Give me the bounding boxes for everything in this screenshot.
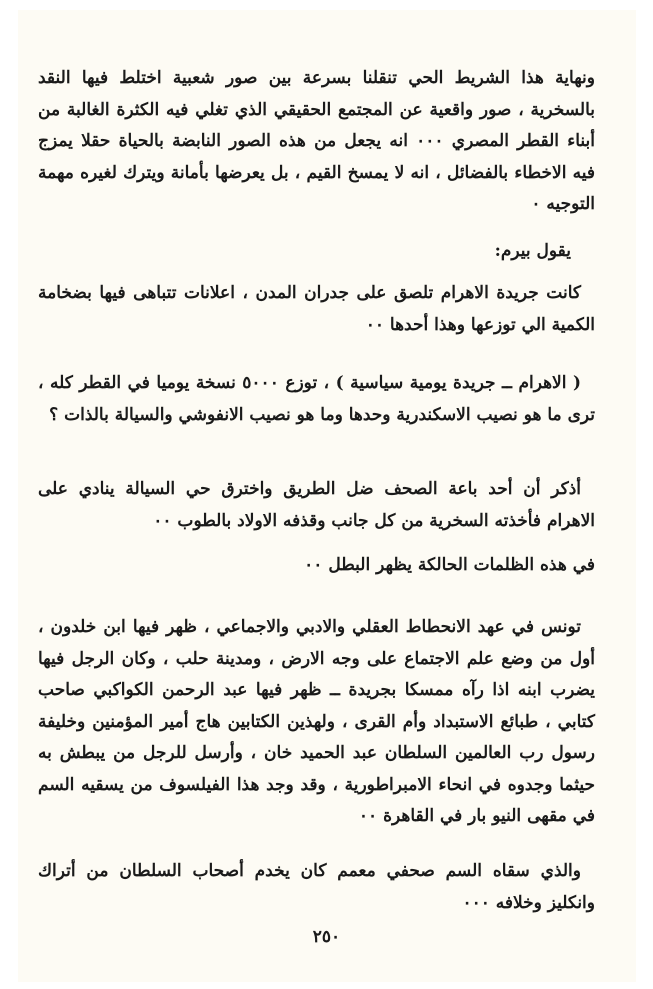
paragraph-ahram-ads-text: كانت جريدة الاهرام تلصق على جدران المدن ، اعلانات تتباهى فيها بضخامة الكمية الي توزعها وهذا أحدها ٠٠ bbox=[38, 283, 595, 335]
paragraph-ahram-quote bbox=[38, 368, 595, 431]
paragraph-poison bbox=[38, 856, 595, 919]
page-number: ٢٥٠ bbox=[312, 927, 341, 947]
hero-appears-text: في هذه الظلمات الحالكة يظهر البطل ٠٠ bbox=[304, 555, 595, 575]
paragraph-intro bbox=[38, 63, 595, 253]
paragraph-history bbox=[38, 612, 595, 833]
bayram-says-line bbox=[38, 236, 595, 268]
paragraph-intro-text: ونهاية هذا الشريط الحي تنقلنا بسرعة بين صور شعبية اختلط فيها النقد بالسخرية ، صور واقعية عن المجتمع الحقيقي الذي تغلي فيه الكثرة الغالبة من أبناء القطر المصري ٠٠٠ انه يجعل من هذه الصور النابضة بالحياة حقلا يمزج فيه الاخطاء بالفضائل ، انه لا يمسخ القيم ، بل يعرضها بأمانة ويترك لغيره مهمة التوجيه ٠ bbox=[38, 68, 595, 214]
paragraph-ahram-ads bbox=[38, 278, 595, 341]
paragraph-newspaper-seller-text: أذكر أن أحد باعة الصحف ضل الطريق واخترق حي السيالة ينادي على الاهرام فأخذته السخرية من كل جانب وقذفه الاولاد بالطوب ٠٠ bbox=[38, 479, 595, 531]
paragraph-poison-text: والذي سقاه السم صحفي معمم كان يخدم أصحاب السلطان من أتراك وانكليز وخلافه ٠٠٠ bbox=[38, 861, 595, 913]
hero-appears-line bbox=[38, 550, 595, 582]
bayram-says-text: يقول بيرم: bbox=[494, 241, 571, 261]
paragraph-newspaper-seller bbox=[38, 474, 595, 537]
paragraph-ahram-quote-text: ( الاهرام ــ جريدة يومية سياسية ) ، توزع ٥٠٠٠ نسخة يوميا في القطر كله ، ترى ما هو نصيب الاسكندرية وحدها وما هو نصيب الانفوشي والسيالة بالذات ؟ bbox=[38, 373, 595, 425]
paragraph-history-text: تونس في عهد الانحطاط العقلي والادبي والاجماعي ، ظهر فيها ابن خلدون ، أول من وضع علم الاجتماع على وجه الارض ، ومدينة حلب ، وكان الرجل فيها يضرب ابنه اذا رآه ممسكا بجريدة ــ ظهر فيها عبد الرحمن الكواكبي صاحب كتابي ، طبائع الاستبداد وأم القرى ، ولهذين الكتابين هاج أمير المؤمنين وخليفة رسول رب العالمين السلطان عبد الحميد خان ، وأرسل للرجل من يبطش به حيثما وجدوه في انحاء الامبراطورية ، وقد وجد هذا الفيلسوف من يسقيه السم في مقهى النيو بار في القاهرة ٠٠ bbox=[38, 617, 595, 826]
